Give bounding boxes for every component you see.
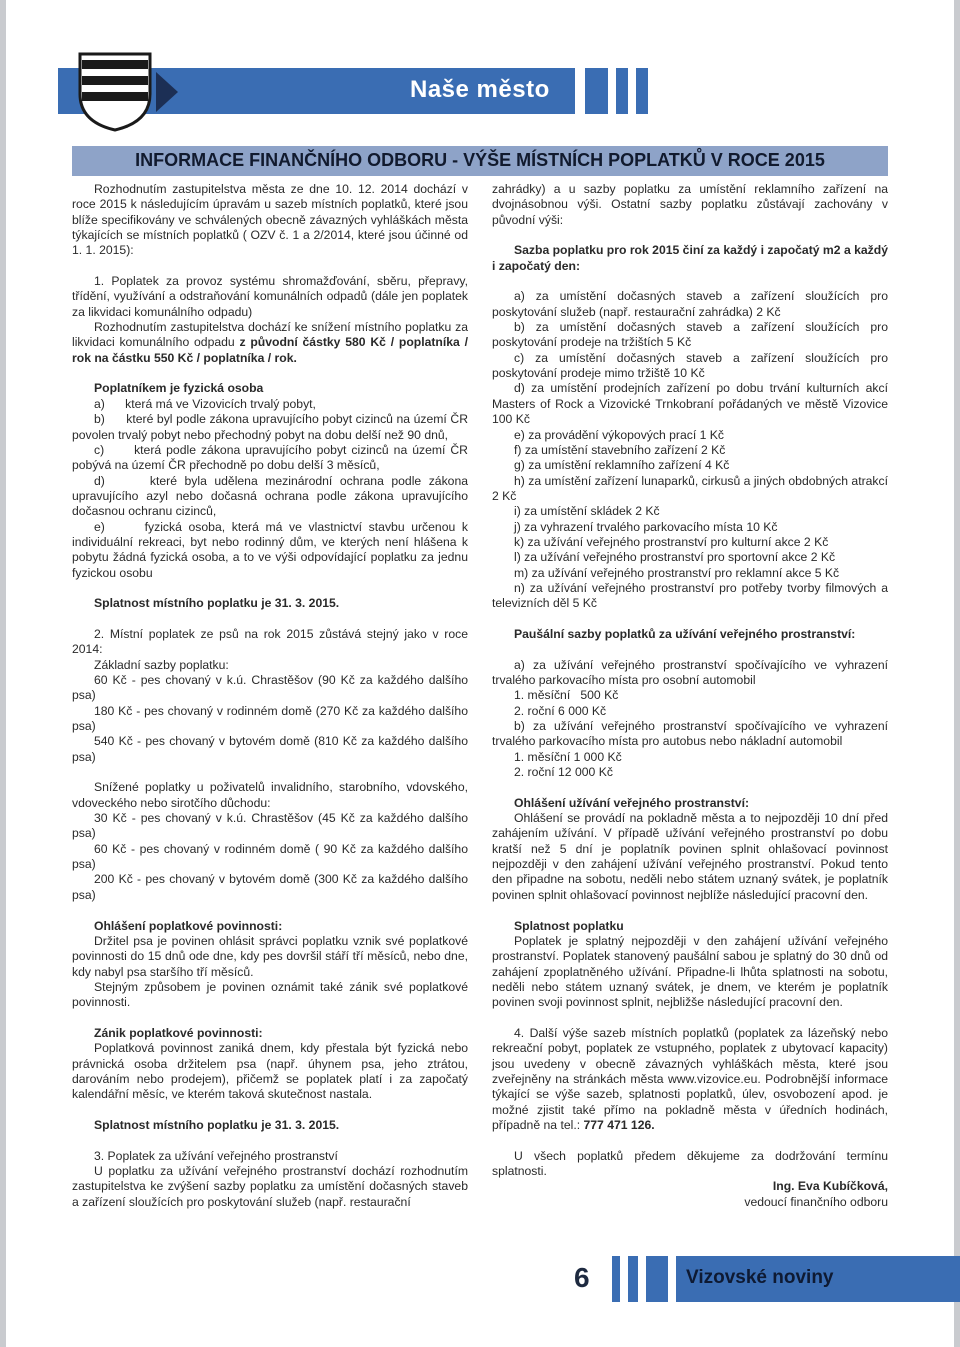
paragraph: 1. Poplatek za provoz systému shromažďování, sběru, přepravy, třídění, využívání a odstraňování komunálních odpadů (dále jen poplatek za likvidaci komunálního odpadu) <box>72 274 468 319</box>
list-item: m) za užívání veřejného prostranství pro reklamní akce 5 Kč <box>514 565 840 580</box>
paragraph: 2. Místní poplatek ze psů na rok 2015 zůstává stejný jako v roce 2014: <box>72 626 468 657</box>
paragraph: 60 Kč - pes chovaný v k.ú. Chrastěšov (90 Kč za každého dalšího psa) <box>72 673 468 703</box>
paragraph: U všech poplatků předem děkujeme za dodržování termínu splatnosti. <box>492 1148 888 1178</box>
paragraph: 4. Další výše sazeb místních poplatků (poplatek za lázeňský nebo rekreační pobyt, poplatek ze vstupného, poplatek z ubytovací kapacity) jsou uvedeny v obecně závazných vyhláškách města, které jsou zveřejněny na stránkách města www.vizovice.eu. Podrobnější informace týkající se výše sazeb, splatnosti poplatků, úlev, osvobození apod. je možné zjistit také přímo na pokladně města v úředních hodinách, případně na tel.: 777 471 126. <box>492 1025 888 1132</box>
list-item: 1. měsíční 500 Kč <box>514 688 619 703</box>
footer-stripe <box>628 1256 638 1302</box>
paragraph: Snížené poplatky u poživatelů invalidního, starobního, vdovského, vdoveckého nebo sirotčího důchodu: <box>72 780 468 810</box>
paragraph: Držitel psa je povinen ohlásit správci poplatku vznik své poplatkové povinnosti do 15 dnů ode dne, kdy pes dovršil stáří tří měsíců, nebo dne, kdy nabyl psa staršího tří měsíců. <box>72 933 468 979</box>
header-stripe <box>648 68 660 114</box>
footer-stripe <box>612 1256 620 1302</box>
list-item: b) za umístění dočasných staveb a zařízení sloužících pro poskytování prodeje na tržištích 5 Kč <box>492 320 888 350</box>
paragraph: Rozhodnutím zastupitelstva města ze dne 10. 12. 2014 dochází v roce 2015 k následujícím úpravám u sazeb místních poplatků, které jsou blíže specifikovány ve schválených obecně závazných vyhláškách města týkajících se místních poplatků ( OZV č. 1 a 2/2014, které jsou účinné od 1. 1. 2015): <box>72 182 468 258</box>
paragraph: Základní sazby poplatku: <box>94 657 229 672</box>
paragraph: 180 Kč - pes chovaný v rodinném domě (270 Kč za každého dalšího psa) <box>72 703 468 734</box>
list-item: a) za umístění dočasných staveb a zařízení sloužících pro poskytování služeb (např. restaurační zahrádka) 2 Kč <box>492 289 888 319</box>
paragraph: Rozhodnutím zastupitelstva dochází ke snížení místního poplatku za likvidaci komunálního odpadu z původní částky 580 Kč / poplatníka / rok na částku 550 Kč / poplatníka / rok. <box>72 320 468 365</box>
header-stripe <box>608 68 616 114</box>
paragraph: 3. Poplatek za užívání veřejného prostranství <box>94 1148 338 1163</box>
subheading: Poplatníkem je fyzická osoba <box>94 381 264 396</box>
list-item: c) za umístění dočasných staveb a zařízení sloužících pro poskytování prodeje mimo tržiště 10 Kč <box>492 350 888 381</box>
paragraph: Poplatková povinnost zaniká dnem, kdy přestala být fyzická nebo právnická osoba držitelem psa (např. úhynem psa, jeho ztrátou, darováním nebo prodejem), přičemž se poplatek platí i za započatý kalendářní měsíc, ve kterém taková skutečnost nastala. <box>72 1041 468 1102</box>
paragraph: 60 Kč - pes chovaný v rodinném domě ( 90 Kč za každého dalšího psa) <box>72 841 468 872</box>
town-crest-icon <box>78 52 152 132</box>
list-item: g) za umístění reklamního zařízení 4 Kč <box>514 458 730 473</box>
paragraph: Ohlášení se provádí na pokladně města a to nejpozději 10 dní před zahájením užívání. V případě užívání veřejného prostranství po dobu kratší než 5 dní je poplatník povinen splnit ohlašovací povinnost nejpozději v den zahájení užívání veřejného prostranství. Pokud tento den připadne na sobotu, neděli nebo státem uznaný svátek, je poplatník povinen splnit ohlašovací povinnost nejblíže následující pracovní den. <box>492 811 888 902</box>
list-item: f) za umístění stavebního zařízení 2 Kč <box>514 442 726 457</box>
list-item: e) fyzická osoba, která má ve vlastnictví stavbu určenou k individuální rekreaci, byt nebo rodinný dům, ve kterých není hlášena k pobytu žádná fyzická osoba, a to ve výši odpovídající poplatku za jednu fyzickou osobu <box>72 519 468 580</box>
arrow-right-icon <box>156 72 178 112</box>
list-item: c) která podle zákona upravujícího pobyt cizinců na území ČR pobývá na území ČR přechodně po dobu delší 3 měsíců, <box>72 442 468 473</box>
article-title-bar <box>72 146 888 176</box>
subheading: Paušální sazby poplatků za užívání veřejného prostranství: <box>514 626 856 641</box>
list-item: b) které byl podle zákona upravujícího pobyt cizinců na území ČR povolen trvalý pobyt nebo přechodný pobyt na dobu delší než 90 dnů, <box>72 412 468 442</box>
subheading: Sazba poplatku pro rok 2015 činí za každý i započatý m2 a každý i započatý den: <box>492 243 888 273</box>
list-item: b) za užívání veřejného prostranství spočívajícího ve vyhrazení trvalého parkovacího místa pro autobus nebo nákladní automobil <box>492 719 888 749</box>
left-column <box>72 182 468 1210</box>
header-stripe <box>628 68 636 114</box>
paragraph: 200 Kč - pes chovaný v bytovém domě (300 Kč za každého dalšího psa) <box>72 872 468 902</box>
list-item: e) za provádění výkopových prací 1 Kč <box>514 427 725 442</box>
footer-stripe <box>646 1256 668 1302</box>
subheading: Ohlášení poplatkové povinnosti: <box>94 918 283 933</box>
page-number: 6 <box>574 1262 590 1293</box>
subheading: Splatnost místního poplatku je 31. 3. 2015. <box>94 596 340 611</box>
list-item: d) které byla udělena mezinárodní ochrana podle zákona upravujícího azyl nebo dočasná ochrana podle zákona upravujícího dočasnou ochranu cizinců, <box>72 473 468 519</box>
section-title: Naše město <box>410 76 550 103</box>
paragraph: U poplatku za užívání veřejného prostranství dochází rozhodnutím zastupitelstva ke zvýšení sazby poplatku za umístění dočasných staveb a zařízení sloužících pro poskytování služeb (např. restaurační <box>72 1164 468 1209</box>
list-item: l) za užívání veřejného prostranství pro sportovní akce 2 Kč <box>514 550 836 565</box>
subheading: Zánik poplatkové povinnosti: <box>94 1025 263 1040</box>
list-item: i) za umístění skládek 2 Kč <box>514 504 660 519</box>
paragraph: zahrádky) a u sazby poplatku za umístění reklamního zařízení na dvojnásobnou výši. Ostatní sazby poplatku zůstávají zachovány v původní výši: <box>492 182 888 227</box>
list-item: 1. měsíční 1 000 Kč <box>514 749 622 764</box>
header-stripe <box>575 68 585 114</box>
list-item: h) za umístění zařízení lunaparků, cirkusů a jiných obdobných atrakcí 2 Kč <box>492 473 888 503</box>
list-item: d) za umístění prodejních zařízení po dobu trvání kulturních akcí Masters of Rock a Vizovické Trnkobraní pořádaných ve městě Vizovice 100 Kč <box>492 381 888 427</box>
paragraph: Stejným způsobem je povinen oznámit také zánik své poplatkové povinnosti. <box>72 979 468 1010</box>
list-item: 2. roční 6 000 Kč <box>514 703 607 718</box>
signature-name: Ing. Eva Kubíčková, <box>772 1179 888 1194</box>
paragraph: 540 Kč - pes chovaný v bytovém domě (810 Kč za každého dalšího psa) <box>72 734 468 764</box>
paragraph: 30 Kč - pes chovaný v k.ú. Chrastěšov (45 Kč za každého dalšího psa) <box>72 811 468 841</box>
list-item: 2. roční 12 000 Kč <box>514 765 613 780</box>
publication-title: Vizovské noviny <box>686 1267 834 1288</box>
paragraph: Poplatek je splatný nejpozději v den zahájení užívání veřejného prostranství. Poplatek stanovený paušální sabou je splatný do 30 dnů od zahájení zpoplatněného užívání. Připadne-li lhůta splatnosti na sobotu, neděli nebo státem uznaný svátek, je dnem, ve kterém je poplatník povinen svoji povinnost splnit, nejbližše následující pracovní den. <box>492 933 888 1010</box>
list-item: n) za užívání veřejného prostranství pro potřeby tvorby filmových a televizních děl 5 Kč <box>492 580 888 611</box>
subheading: Splatnost místního poplatku je 31. 3. 2015. <box>94 1117 340 1132</box>
list-item: k) za užívání veřejného prostranství pro kulturní akce 2 Kč <box>514 534 829 549</box>
signature-role: vedoucí finančního odboru <box>744 1194 888 1209</box>
list-item: a) která má ve Vizovicích trvalý pobyt, <box>94 396 316 411</box>
subheading: Splatnost poplatku <box>514 918 624 933</box>
right-column <box>492 182 888 1210</box>
article-title: INFORMACE FINANČNÍHO ODBORU - VÝŠE MÍSTNÍCH POPLATKŮ V ROCE 2015 <box>135 150 825 170</box>
subheading: Ohlášení užívání veřejného prostranství: <box>514 795 750 810</box>
list-item: a) za užívání veřejného prostranství spočívajícího ve vyhrazení trvalého parkovacího místa pro osobní automobil <box>492 657 888 687</box>
list-item: j) za vyhrazení trvalého parkovacího místa 10 Kč <box>514 519 778 534</box>
